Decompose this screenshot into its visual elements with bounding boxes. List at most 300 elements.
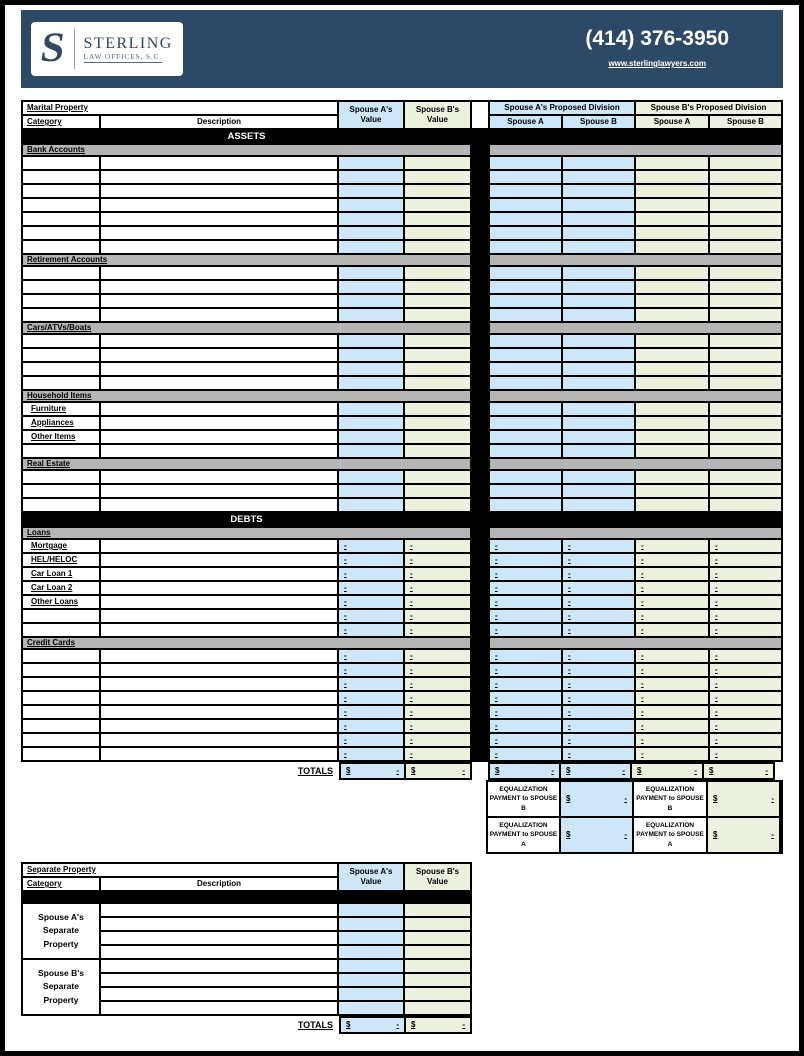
division-b-spouse-b-cell[interactable]: - [710, 610, 781, 622]
division-b-spouse-b-cell[interactable]: - [710, 540, 781, 552]
category-cell[interactable] [23, 485, 99, 497]
division-b-spouse-a-cell[interactable] [636, 403, 708, 415]
spouse-b-value-cell[interactable]: - [405, 720, 470, 732]
description-cell[interactable] [101, 227, 337, 239]
division-a-spouse-a-cell[interactable] [490, 213, 561, 225]
division-b-spouse-a-cell[interactable] [636, 471, 708, 483]
division-b-spouse-a-cell[interactable]: - [636, 734, 708, 746]
description-cell[interactable] [101, 1002, 337, 1014]
description-cell[interactable] [101, 624, 337, 636]
spouse-a-value-cell[interactable]: - [339, 748, 403, 760]
division-b-spouse-a-cell[interactable] [636, 171, 708, 183]
division-b-spouse-a-cell[interactable]: - [636, 554, 708, 566]
division-a-spouse-b-cell[interactable] [563, 403, 634, 415]
spouse-a-value-cell[interactable] [339, 1002, 403, 1014]
spouse-a-value-cell[interactable]: - [339, 678, 403, 690]
division-a-spouse-a-cell[interactable] [490, 267, 561, 279]
division-b-spouse-a-cell[interactable] [636, 335, 708, 347]
spouse-b-value-cell[interactable] [405, 960, 470, 972]
description-cell[interactable] [101, 241, 337, 253]
spouse-b-value-cell[interactable]: - [405, 692, 470, 704]
division-a-spouse-a-cell[interactable]: - [490, 568, 561, 580]
description-cell[interactable] [101, 720, 337, 732]
spouse-a-value-cell[interactable]: - [339, 568, 403, 580]
spouse-b-value-cell[interactable] [405, 445, 470, 457]
division-a-spouse-b-cell[interactable] [563, 499, 634, 511]
division-a-spouse-b-cell[interactable]: - [563, 650, 634, 662]
spouse-b-value-cell[interactable] [405, 904, 470, 916]
division-a-spouse-a-cell[interactable] [490, 185, 561, 197]
spouse-b-value-cell[interactable]: - [405, 596, 470, 608]
division-a-spouse-a-cell[interactable] [490, 499, 561, 511]
spouse-a-value-cell[interactable] [339, 417, 403, 429]
spouse-a-value-cell[interactable] [339, 281, 403, 293]
division-b-spouse-b-cell[interactable] [710, 431, 781, 443]
division-a-spouse-b-cell[interactable] [563, 363, 634, 375]
description-cell[interactable] [101, 918, 337, 930]
description-cell[interactable] [101, 417, 337, 429]
division-b-spouse-a-cell[interactable] [636, 485, 708, 497]
division-b-spouse-a-cell[interactable]: - [636, 596, 708, 608]
division-a-spouse-a-cell[interactable] [490, 485, 561, 497]
spouse-a-value-cell[interactable] [339, 946, 403, 958]
division-b-spouse-a-cell[interactable] [636, 499, 708, 511]
division-a-spouse-a-cell[interactable]: - [490, 734, 561, 746]
spouse-a-value-cell[interactable] [339, 241, 403, 253]
division-a-spouse-b-cell[interactable]: - [563, 610, 634, 622]
spouse-b-value-cell[interactable] [405, 403, 470, 415]
division-a-spouse-a-cell[interactable]: - [490, 610, 561, 622]
spouse-a-value-cell[interactable]: - [339, 664, 403, 676]
spouse-b-value-cell[interactable] [405, 213, 470, 225]
description-cell[interactable] [101, 610, 337, 622]
category-cell[interactable] [23, 281, 99, 293]
spouse-b-value-cell[interactable] [405, 377, 470, 389]
spouse-a-value-cell[interactable]: - [339, 734, 403, 746]
division-b-spouse-b-cell[interactable] [710, 499, 781, 511]
category-cell[interactable] [23, 678, 99, 690]
category-cell[interactable] [23, 185, 99, 197]
division-b-spouse-b-cell[interactable] [710, 281, 781, 293]
division-b-spouse-b-cell[interactable]: - [710, 720, 781, 732]
description-cell[interactable] [101, 335, 337, 347]
spouse-a-value-cell[interactable] [339, 403, 403, 415]
division-a-spouse-b-cell[interactable] [563, 471, 634, 483]
description-cell[interactable] [101, 377, 337, 389]
division-a-spouse-b-cell[interactable] [563, 377, 634, 389]
description-cell[interactable] [101, 403, 337, 415]
division-b-spouse-a-cell[interactable] [636, 281, 708, 293]
category-cell[interactable] [23, 706, 99, 718]
division-a-spouse-b-cell[interactable]: - [563, 678, 634, 690]
spouse-a-value-cell[interactable] [339, 377, 403, 389]
division-b-spouse-a-cell[interactable] [636, 363, 708, 375]
division-b-spouse-a-cell[interactable] [636, 377, 708, 389]
description-cell[interactable] [101, 664, 337, 676]
spouse-b-value-cell[interactable] [405, 988, 470, 1000]
description-cell[interactable] [101, 974, 337, 986]
totals-division-b-spouse-b[interactable] [702, 762, 775, 780]
spouse-a-value-cell[interactable] [339, 227, 403, 239]
description-cell[interactable] [101, 568, 337, 580]
description-cell[interactable] [101, 596, 337, 608]
category-cell[interactable] [23, 309, 99, 321]
division-a-spouse-a-cell[interactable]: - [490, 720, 561, 732]
division-b-spouse-b-cell[interactable]: - [710, 748, 781, 760]
division-a-spouse-b-cell[interactable] [563, 185, 634, 197]
division-b-spouse-b-cell[interactable]: - [710, 596, 781, 608]
division-b-spouse-b-cell[interactable] [710, 309, 781, 321]
description-cell[interactable] [101, 471, 337, 483]
spouse-a-value-cell[interactable] [339, 349, 403, 361]
spouse-b-value-cell[interactable] [405, 335, 470, 347]
division-b-spouse-b-cell[interactable] [710, 417, 781, 429]
description-cell[interactable] [101, 960, 337, 972]
category-cell[interactable] [23, 241, 99, 253]
spouse-a-value-cell[interactable]: - [339, 540, 403, 552]
spouse-a-value-cell[interactable] [339, 974, 403, 986]
spouse-a-value-cell[interactable] [339, 295, 403, 307]
spouse-a-value-cell[interactable]: - [339, 610, 403, 622]
totals-spouse-a-value[interactable] [339, 762, 406, 780]
division-a-spouse-a-cell[interactable] [490, 281, 561, 293]
division-b-spouse-b-cell[interactable] [710, 349, 781, 361]
spouse-b-value-cell[interactable] [405, 471, 470, 483]
spouse-b-value-cell[interactable] [405, 918, 470, 930]
description-cell[interactable] [101, 309, 337, 321]
spouse-a-value-cell[interactable]: - [339, 582, 403, 594]
category-cell[interactable] [23, 157, 99, 169]
description-cell[interactable] [101, 932, 337, 944]
division-b-spouse-b-cell[interactable]: - [710, 554, 781, 566]
description-cell[interactable] [101, 185, 337, 197]
equalization-value-division-a[interactable] [561, 782, 632, 816]
description-cell[interactable] [101, 946, 337, 958]
description-cell[interactable] [101, 748, 337, 760]
spouse-b-value-cell[interactable]: - [405, 554, 470, 566]
division-a-spouse-b-cell[interactable] [563, 417, 634, 429]
division-b-spouse-b-cell[interactable]: - [710, 664, 781, 676]
spouse-b-value-cell[interactable] [405, 417, 470, 429]
division-b-spouse-b-cell[interactable] [710, 445, 781, 457]
division-a-spouse-b-cell[interactable] [563, 157, 634, 169]
division-a-spouse-b-cell[interactable]: - [563, 720, 634, 732]
description-cell[interactable] [101, 171, 337, 183]
division-a-spouse-b-cell[interactable]: - [563, 748, 634, 760]
division-a-spouse-a-cell[interactable]: - [490, 748, 561, 760]
spouse-b-value-cell[interactable] [405, 1002, 470, 1014]
division-b-spouse-b-cell[interactable]: - [710, 678, 781, 690]
spouse-b-value-cell[interactable]: - [405, 568, 470, 580]
category-cell[interactable] [23, 748, 99, 760]
division-a-spouse-b-cell[interactable] [563, 199, 634, 211]
division-b-spouse-a-cell[interactable] [636, 267, 708, 279]
category-cell[interactable] [23, 664, 99, 676]
division-a-spouse-b-cell[interactable]: - [563, 568, 634, 580]
division-b-spouse-a-cell[interactable]: - [636, 568, 708, 580]
division-a-spouse-a-cell[interactable] [490, 363, 561, 375]
spouse-b-value-cell[interactable] [405, 281, 470, 293]
spouse-b-value-cell[interactable]: - [405, 610, 470, 622]
spouse-b-value-cell[interactable] [405, 485, 470, 497]
spouse-a-value-cell[interactable] [339, 267, 403, 279]
category-cell[interactable] [23, 171, 99, 183]
spouse-a-value-cell[interactable] [339, 485, 403, 497]
division-a-spouse-b-cell[interactable]: - [563, 540, 634, 552]
category-cell[interactable] [23, 610, 99, 622]
description-cell[interactable] [101, 445, 337, 457]
spouse-b-value-cell[interactable] [405, 241, 470, 253]
spouse-b-value-cell[interactable]: - [405, 664, 470, 676]
division-a-spouse-b-cell[interactable] [563, 431, 634, 443]
equalization-value-division-b[interactable] [708, 818, 779, 852]
division-b-spouse-a-cell[interactable] [636, 349, 708, 361]
spouse-b-value-cell[interactable] [405, 295, 470, 307]
spouse-b-value-cell[interactable] [405, 199, 470, 211]
division-b-spouse-a-cell[interactable]: - [636, 706, 708, 718]
division-b-spouse-a-cell[interactable]: - [636, 720, 708, 732]
division-b-spouse-b-cell[interactable]: - [710, 650, 781, 662]
division-b-spouse-b-cell[interactable] [710, 213, 781, 225]
division-a-spouse-a-cell[interactable]: - [490, 692, 561, 704]
division-a-spouse-b-cell[interactable]: - [563, 706, 634, 718]
totals-spouse-a-value[interactable] [339, 1016, 406, 1034]
spouse-a-value-cell[interactable]: - [339, 706, 403, 718]
division-a-spouse-a-cell[interactable]: - [490, 624, 561, 636]
division-b-spouse-a-cell[interactable] [636, 185, 708, 197]
totals-division-a-spouse-b[interactable] [559, 762, 632, 780]
description-cell[interactable] [101, 157, 337, 169]
description-cell[interactable] [101, 678, 337, 690]
division-b-spouse-b-cell[interactable]: - [710, 734, 781, 746]
description-cell[interactable] [101, 213, 337, 225]
spouse-b-value-cell[interactable] [405, 499, 470, 511]
division-b-spouse-a-cell[interactable] [636, 445, 708, 457]
division-b-spouse-b-cell[interactable] [710, 199, 781, 211]
spouse-a-value-cell[interactable]: - [339, 596, 403, 608]
division-b-spouse-b-cell[interactable] [710, 335, 781, 347]
division-b-spouse-a-cell[interactable] [636, 309, 708, 321]
division-a-spouse-b-cell[interactable] [563, 349, 634, 361]
division-a-spouse-a-cell[interactable] [490, 445, 561, 457]
category-cell[interactable] [23, 377, 99, 389]
category-cell[interactable] [23, 499, 99, 511]
division-b-spouse-a-cell[interactable] [636, 431, 708, 443]
spouse-a-value-cell[interactable] [339, 213, 403, 225]
category-cell[interactable] [23, 650, 99, 662]
category-cell[interactable] [23, 445, 99, 457]
division-a-spouse-b-cell[interactable]: - [563, 692, 634, 704]
spouse-b-value-cell[interactable] [405, 185, 470, 197]
description-cell[interactable] [101, 706, 337, 718]
website-link[interactable]: www.sterlinglawyers.com [608, 59, 706, 68]
description-cell[interactable] [101, 363, 337, 375]
division-a-spouse-b-cell[interactable]: - [563, 664, 634, 676]
division-a-spouse-b-cell[interactable] [563, 335, 634, 347]
spouse-b-value-cell[interactable]: - [405, 734, 470, 746]
division-a-spouse-b-cell[interactable] [563, 227, 634, 239]
division-a-spouse-a-cell[interactable] [490, 471, 561, 483]
division-b-spouse-b-cell[interactable]: - [710, 706, 781, 718]
spouse-a-value-cell[interactable] [339, 309, 403, 321]
category-cell[interactable] [23, 471, 99, 483]
division-b-spouse-b-cell[interactable] [710, 471, 781, 483]
spouse-a-value-cell[interactable]: - [339, 554, 403, 566]
division-b-spouse-b-cell[interactable] [710, 241, 781, 253]
description-cell[interactable] [101, 499, 337, 511]
description-cell[interactable] [101, 267, 337, 279]
spouse-b-value-cell[interactable]: - [405, 650, 470, 662]
division-b-spouse-b-cell[interactable] [710, 377, 781, 389]
spouse-a-value-cell[interactable] [339, 918, 403, 930]
division-a-spouse-a-cell[interactable]: - [490, 596, 561, 608]
division-a-spouse-a-cell[interactable]: - [490, 678, 561, 690]
division-b-spouse-a-cell[interactable] [636, 295, 708, 307]
division-b-spouse-a-cell[interactable] [636, 241, 708, 253]
equalization-value-division-a[interactable] [561, 818, 632, 852]
division-b-spouse-a-cell[interactable]: - [636, 582, 708, 594]
division-b-spouse-b-cell[interactable] [710, 227, 781, 239]
description-cell[interactable] [101, 281, 337, 293]
division-a-spouse-a-cell[interactable] [490, 349, 561, 361]
spouse-a-value-cell[interactable] [339, 471, 403, 483]
description-cell[interactable] [101, 554, 337, 566]
division-a-spouse-b-cell[interactable]: - [563, 582, 634, 594]
spouse-b-value-cell[interactable]: - [405, 540, 470, 552]
division-a-spouse-a-cell[interactable] [490, 377, 561, 389]
spouse-a-value-cell[interactable] [339, 431, 403, 443]
spouse-b-value-cell[interactable] [405, 309, 470, 321]
spouse-b-value-cell[interactable] [405, 267, 470, 279]
division-a-spouse-b-cell[interactable] [563, 171, 634, 183]
division-a-spouse-a-cell[interactable] [490, 403, 561, 415]
spouse-b-value-cell[interactable]: - [405, 706, 470, 718]
category-cell[interactable] [23, 720, 99, 732]
description-cell[interactable] [101, 650, 337, 662]
division-b-spouse-a-cell[interactable] [636, 417, 708, 429]
division-a-spouse-b-cell[interactable] [563, 295, 634, 307]
spouse-a-value-cell[interactable] [339, 932, 403, 944]
category-cell[interactable] [23, 349, 99, 361]
spouse-a-value-cell[interactable] [339, 171, 403, 183]
division-b-spouse-a-cell[interactable]: - [636, 650, 708, 662]
spouse-a-value-cell[interactable] [339, 904, 403, 916]
spouse-b-value-cell[interactable] [405, 946, 470, 958]
division-a-spouse-a-cell[interactable] [490, 227, 561, 239]
division-a-spouse-a-cell[interactable]: - [490, 554, 561, 566]
description-cell[interactable] [101, 431, 337, 443]
spouse-b-value-cell[interactable] [405, 363, 470, 375]
division-b-spouse-b-cell[interactable]: - [710, 582, 781, 594]
division-b-spouse-a-cell[interactable]: - [636, 664, 708, 676]
category-cell[interactable] [23, 624, 99, 636]
spouse-a-value-cell[interactable] [339, 445, 403, 457]
division-a-spouse-b-cell[interactable] [563, 213, 634, 225]
description-cell[interactable] [101, 904, 337, 916]
spouse-b-value-cell[interactable]: - [405, 678, 470, 690]
division-b-spouse-b-cell[interactable] [710, 185, 781, 197]
division-a-spouse-a-cell[interactable] [490, 157, 561, 169]
division-a-spouse-b-cell[interactable] [563, 445, 634, 457]
spouse-b-value-cell[interactable]: - [405, 582, 470, 594]
spouse-a-value-cell[interactable]: - [339, 624, 403, 636]
division-b-spouse-a-cell[interactable] [636, 157, 708, 169]
division-b-spouse-b-cell[interactable] [710, 363, 781, 375]
description-cell[interactable] [101, 692, 337, 704]
spouse-a-value-cell[interactable] [339, 157, 403, 169]
description-cell[interactable] [101, 295, 337, 307]
division-b-spouse-b-cell[interactable] [710, 157, 781, 169]
division-a-spouse-b-cell[interactable] [563, 309, 634, 321]
division-a-spouse-b-cell[interactable] [563, 241, 634, 253]
spouse-a-value-cell[interactable] [339, 988, 403, 1000]
spouse-b-value-cell[interactable] [405, 932, 470, 944]
totals-division-a-spouse-a[interactable] [488, 762, 561, 780]
division-b-spouse-b-cell[interactable] [710, 485, 781, 497]
division-a-spouse-a-cell[interactable]: - [490, 582, 561, 594]
division-a-spouse-b-cell[interactable] [563, 281, 634, 293]
division-b-spouse-a-cell[interactable]: - [636, 678, 708, 690]
division-a-spouse-a-cell[interactable]: - [490, 650, 561, 662]
division-a-spouse-b-cell[interactable]: - [563, 554, 634, 566]
spouse-b-value-cell[interactable] [405, 974, 470, 986]
spouse-b-value-cell[interactable] [405, 431, 470, 443]
spouse-b-value-cell[interactable] [405, 171, 470, 183]
division-b-spouse-a-cell[interactable]: - [636, 610, 708, 622]
spouse-a-value-cell[interactable] [339, 199, 403, 211]
division-b-spouse-a-cell[interactable]: - [636, 540, 708, 552]
division-a-spouse-a-cell[interactable]: - [490, 664, 561, 676]
spouse-a-value-cell[interactable]: - [339, 650, 403, 662]
spouse-a-value-cell[interactable] [339, 185, 403, 197]
division-a-spouse-a-cell[interactable] [490, 431, 561, 443]
division-b-spouse-b-cell[interactable] [710, 403, 781, 415]
division-b-spouse-b-cell[interactable] [710, 171, 781, 183]
division-a-spouse-a-cell[interactable] [490, 335, 561, 347]
division-b-spouse-a-cell[interactable]: - [636, 748, 708, 760]
division-b-spouse-b-cell[interactable]: - [710, 624, 781, 636]
totals-division-b-spouse-a[interactable] [630, 762, 704, 780]
description-cell[interactable] [101, 988, 337, 1000]
division-a-spouse-a-cell[interactable] [490, 199, 561, 211]
spouse-a-value-cell[interactable]: - [339, 720, 403, 732]
division-b-spouse-a-cell[interactable] [636, 213, 708, 225]
division-b-spouse-b-cell[interactable]: - [710, 692, 781, 704]
division-b-spouse-a-cell[interactable] [636, 199, 708, 211]
spouse-b-value-cell[interactable]: - [405, 748, 470, 760]
category-cell[interactable] [23, 295, 99, 307]
division-a-spouse-b-cell[interactable] [563, 267, 634, 279]
totals-spouse-b-value[interactable] [404, 762, 472, 780]
division-b-spouse-a-cell[interactable] [636, 227, 708, 239]
description-cell[interactable] [101, 199, 337, 211]
division-b-spouse-b-cell[interactable] [710, 267, 781, 279]
division-a-spouse-a-cell[interactable] [490, 309, 561, 321]
division-b-spouse-b-cell[interactable] [710, 295, 781, 307]
category-cell[interactable] [23, 692, 99, 704]
category-cell[interactable] [23, 335, 99, 347]
spouse-b-value-cell[interactable]: - [405, 624, 470, 636]
spouse-a-value-cell[interactable]: - [339, 692, 403, 704]
division-a-spouse-a-cell[interactable]: - [490, 540, 561, 552]
category-cell[interactable] [23, 199, 99, 211]
division-a-spouse-a-cell[interactable] [490, 295, 561, 307]
division-a-spouse-a-cell[interactable] [490, 417, 561, 429]
division-a-spouse-b-cell[interactable]: - [563, 734, 634, 746]
spouse-b-value-cell[interactable] [405, 349, 470, 361]
description-cell[interactable] [101, 734, 337, 746]
division-a-spouse-b-cell[interactable] [563, 485, 634, 497]
